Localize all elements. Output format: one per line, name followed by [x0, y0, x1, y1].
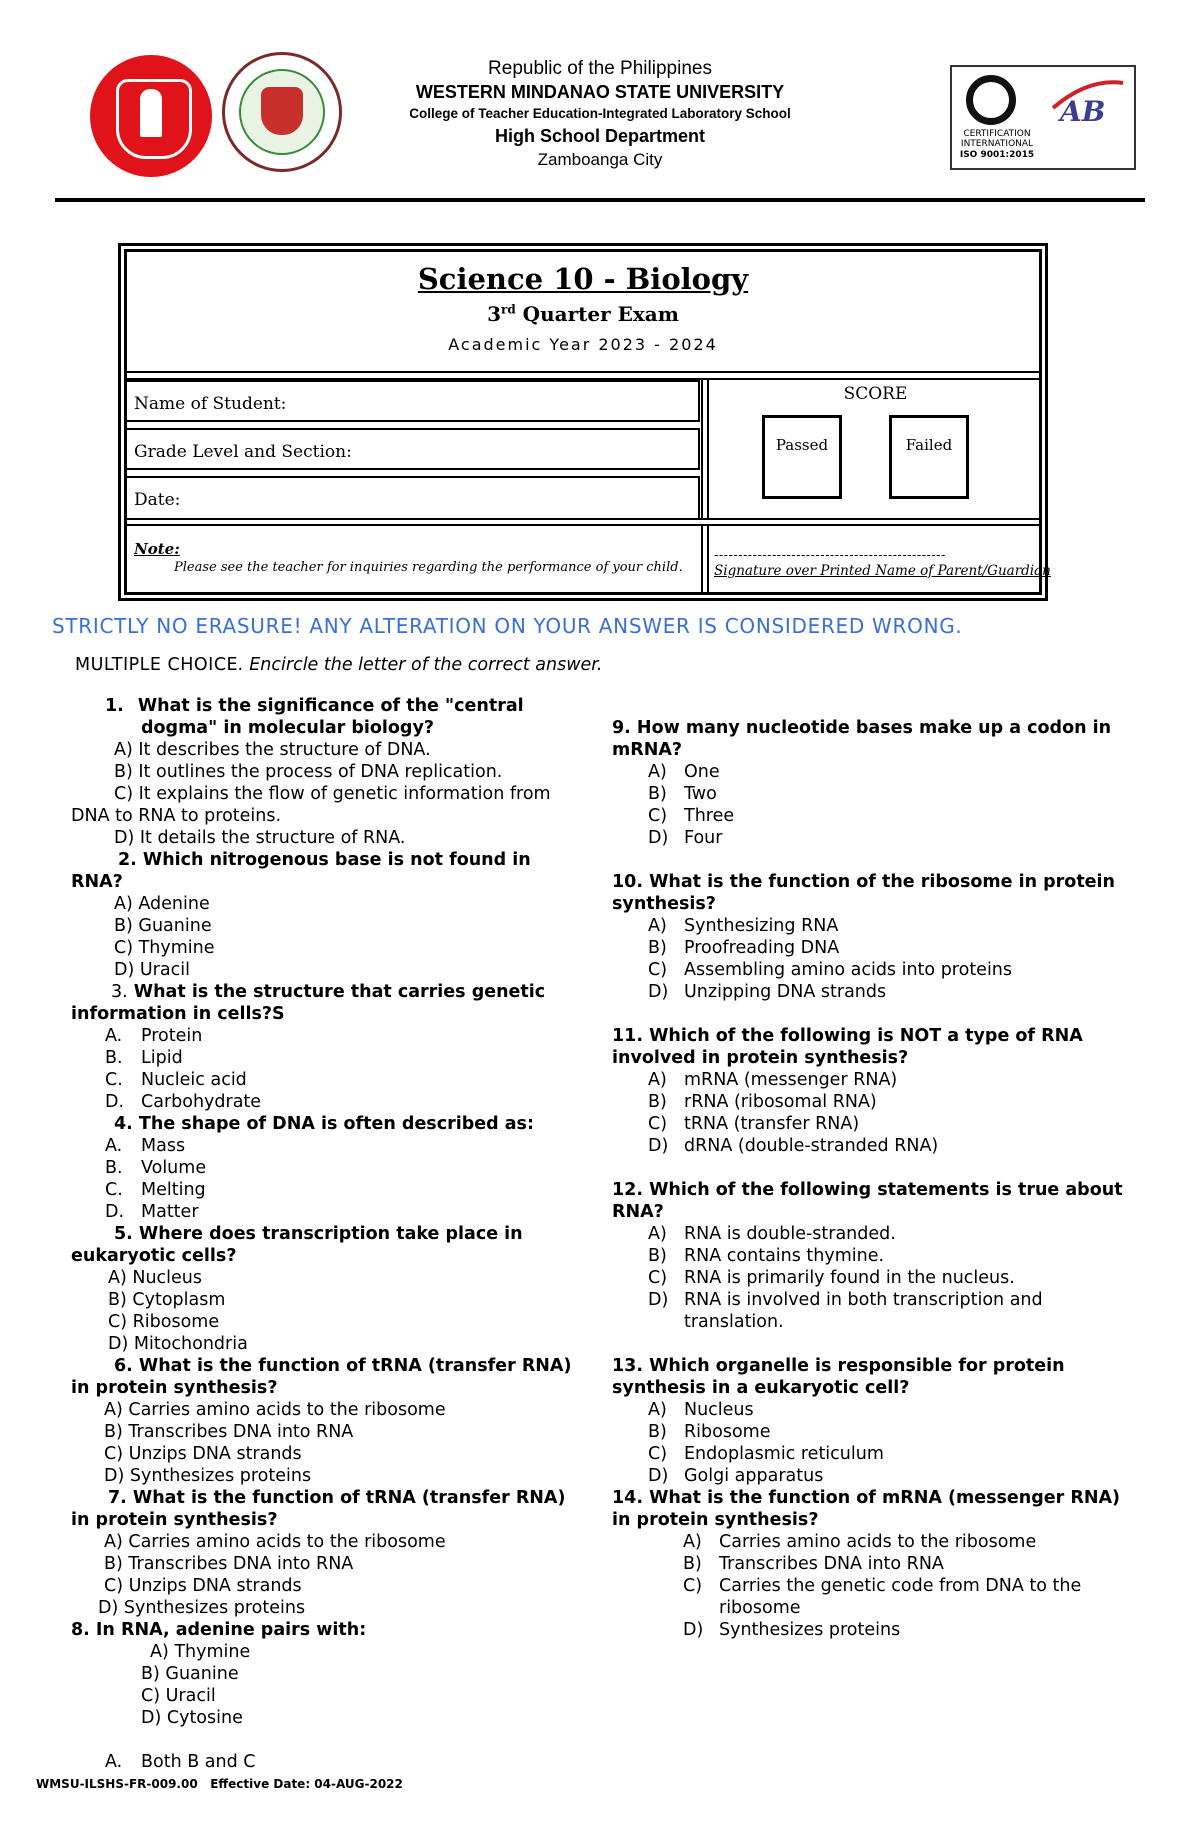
option-1b[interactable]: B) It outlines the process of DNA replication.: [114, 762, 503, 782]
wmsu-seal-logo: [90, 55, 212, 177]
question-9: 9. How many nucleotide bases make up a codon in: [612, 718, 1112, 738]
passed-box[interactable]: Passed: [762, 415, 842, 499]
note-text: Please see the teacher for inquiries regarding the performance of your child.: [174, 560, 683, 575]
option-3d[interactable]: D. Carbohydrate: [105, 1092, 262, 1112]
question-14: 14. What is the function of mRNA (messenger RNA): [612, 1488, 1121, 1508]
option-5a[interactable]: A) Nucleus: [108, 1268, 203, 1288]
signature-line[interactable]: ------------------------------------------------: [714, 548, 946, 562]
option-11c[interactable]: C) tRNA (transfer RNA): [648, 1114, 860, 1134]
option-8a[interactable]: A) Thymine: [150, 1642, 251, 1662]
option-4b[interactable]: B. Volume: [105, 1158, 207, 1178]
signature-label: Signature over Printed Name of Parent/Guardian: [714, 563, 1051, 579]
header-university: WESTERN MINDANAO STATE UNIVERSITY: [415, 82, 785, 102]
header-department: High School Department: [494, 126, 705, 146]
ils-seal-logo: [222, 52, 342, 172]
certification-circle-icon: [966, 75, 1016, 125]
option-4c[interactable]: C. Melting: [105, 1180, 206, 1200]
ab-brand-logo: AB: [1060, 95, 1106, 128]
failed-box[interactable]: Failed: [889, 415, 969, 499]
option-4a[interactable]: A. Mass: [105, 1136, 186, 1156]
date-field[interactable]: Date:: [124, 476, 700, 518]
question-8: 8. In RNA, adenine pairs with:: [71, 1620, 367, 1640]
question-2: 2. Which nitrogenous base is not found in: [118, 850, 531, 870]
footer-form-code: WMSU-ILSHS-FR-009.00 Effective Date: 04-AUG-2022: [36, 1777, 403, 1791]
option-3c[interactable]: C. Nucleic acid: [105, 1070, 247, 1090]
option-9c[interactable]: C) Three: [648, 806, 735, 826]
note-label: Note:: [134, 540, 180, 558]
question-5: 5. Where does transcription take place in: [114, 1224, 523, 1244]
option-12d[interactable]: D) RNA is involved in both transcription and: [648, 1290, 1043, 1310]
option-7b[interactable]: B) Transcribes DNA into RNA: [104, 1554, 354, 1574]
option-13b[interactable]: B) Ribosome: [648, 1422, 771, 1442]
option-2b[interactable]: B) Guanine: [114, 916, 212, 936]
question-4: 4. The shape of DNA is often described as:: [114, 1114, 534, 1134]
option-1c[interactable]: C) It explains the flow of genetic information from: [114, 784, 551, 804]
option-8b[interactable]: B) Guanine: [141, 1664, 239, 1684]
option-10b[interactable]: B) Proofreading DNA: [648, 938, 840, 958]
option-6c[interactable]: C) Unzips DNA strands: [104, 1444, 302, 1464]
option-9b[interactable]: B) Two: [648, 784, 717, 804]
option-13a[interactable]: A) Nucleus: [648, 1400, 754, 1420]
question-13: 13. Which organelle is responsible for protein: [612, 1356, 1065, 1376]
option-9d[interactable]: D) Four: [648, 828, 723, 848]
header-city: Zamboanga City: [537, 150, 663, 169]
option-4d[interactable]: D. Matter: [105, 1202, 199, 1222]
score-label: SCORE: [843, 384, 908, 404]
option-5c[interactable]: C) Ribosome: [108, 1312, 220, 1332]
option-14b[interactable]: B) Transcribes DNA into RNA: [683, 1554, 944, 1574]
option-3b[interactable]: B. Lipid: [105, 1048, 183, 1068]
option-6b[interactable]: B) Transcribes DNA into RNA: [104, 1422, 354, 1442]
header-republic: Republic of the Philippines: [488, 58, 712, 79]
option-12a[interactable]: A) RNA is double-stranded.: [648, 1224, 896, 1244]
option-8d[interactable]: D) Cytosine: [141, 1708, 243, 1728]
option-12b[interactable]: B) RNA contains thymine.: [648, 1246, 885, 1266]
header-college: College of Teacher Education-Integrated Laboratory School: [409, 106, 791, 121]
option-10d[interactable]: D) Unzipping DNA strands: [648, 982, 887, 1002]
question-3: 3. What is the structure that carries genetic: [111, 982, 546, 1002]
instructions: MULTIPLE CHOICE. Encircle the letter of the correct answer.: [75, 655, 603, 675]
option-6d[interactable]: D) Synthesizes proteins: [104, 1466, 312, 1486]
exam-title: Science 10 - Biology: [417, 262, 749, 296]
academic-year: Academic Year 2023 - 2024: [448, 335, 718, 354]
grade-level-section-field[interactable]: Grade Level and Section:: [124, 428, 700, 470]
question-11: 11. Which of the following is NOT a type of RNA: [612, 1026, 1083, 1046]
option-2d[interactable]: D) Uracil: [114, 960, 190, 980]
option-7a[interactable]: A) Carries amino acids to the ribosome: [104, 1532, 446, 1552]
option-11d[interactable]: D) dRNA (double-stranded RNA): [648, 1136, 939, 1156]
option-7d[interactable]: D) Synthesizes proteins: [98, 1598, 306, 1618]
question-10: 10. What is the function of the ribosome in protein: [612, 872, 1116, 892]
exam-quarter: 3rd Quarter Exam: [487, 302, 679, 326]
option-6a[interactable]: A) Carries amino acids to the ribosome: [104, 1400, 446, 1420]
question-12: 12. Which of the following statements is true about: [612, 1180, 1123, 1200]
warning-text: STRICTLY NO ERASURE! ANY ALTERATION ON YOUR ANSWER IS CONSIDERED WRONG.: [52, 614, 963, 638]
option-10a[interactable]: A) Synthesizing RNA: [648, 916, 839, 936]
option-8e[interactable]: A. Both B and C: [105, 1752, 256, 1772]
question-1: 1. What is the significance of the "central: [105, 696, 524, 716]
option-12c[interactable]: C) RNA is primarily found in the nucleus.: [648, 1268, 1015, 1288]
question-6: 6. What is the function of tRNA (transfer RNA): [114, 1356, 572, 1376]
option-14d[interactable]: D) Synthesizes proteins: [683, 1620, 901, 1640]
option-10c[interactable]: C) Assembling amino acids into proteins: [648, 960, 1013, 980]
option-2a[interactable]: A) Adenine: [114, 894, 210, 914]
option-14a[interactable]: A) Carries amino acids to the ribosome: [683, 1532, 1037, 1552]
option-11a[interactable]: A) mRNA (messenger RNA): [648, 1070, 898, 1090]
option-9a[interactable]: A) One: [648, 762, 720, 782]
option-1a[interactable]: A) It describes the structure of DNA.: [114, 740, 431, 760]
option-2c[interactable]: C) Thymine: [114, 938, 215, 958]
option-7c[interactable]: C) Unzips DNA strands: [104, 1576, 302, 1596]
swoosh-icon: [1048, 73, 1128, 113]
option-5b[interactable]: B) Cytoplasm: [108, 1290, 226, 1310]
header-rule: [55, 198, 1145, 202]
name-of-student-field[interactable]: Name of Student:: [124, 380, 700, 422]
option-1d[interactable]: D) It details the structure of RNA.: [114, 828, 406, 848]
option-13d[interactable]: D) Golgi apparatus: [648, 1466, 824, 1486]
option-14c[interactable]: C) Carries the genetic code from DNA to the: [683, 1576, 1082, 1596]
option-11b[interactable]: B) rRNA (ribosomal RNA): [648, 1092, 877, 1112]
option-5d[interactable]: D) Mitochondria: [108, 1334, 248, 1354]
option-8c[interactable]: C) Uracil: [141, 1686, 216, 1706]
question-7: 7. What is the function of tRNA (transfer RNA): [108, 1488, 566, 1508]
certification-logo: CERTIFICATION INTERNATIONAL ISO 9001:2015 AB: [950, 65, 1136, 170]
option-13c[interactable]: C) Endoplasmic reticulum: [648, 1444, 884, 1464]
option-3a[interactable]: A. Protein: [105, 1026, 203, 1046]
